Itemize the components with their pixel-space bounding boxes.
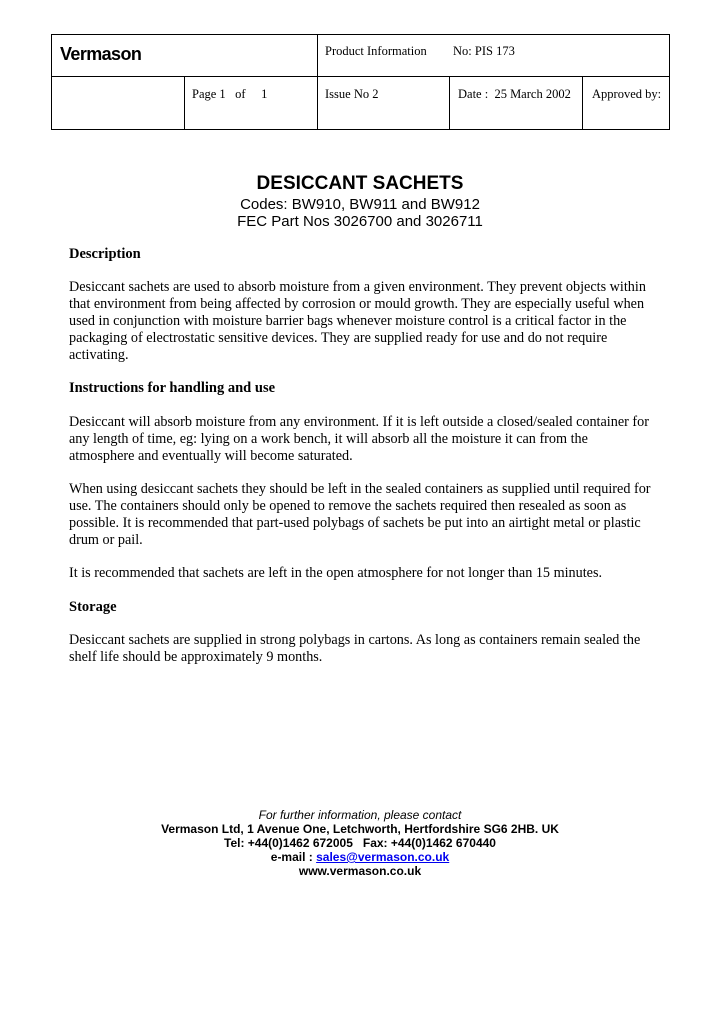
page-total: 1: [261, 87, 268, 101]
instructions-paragraph-3: It is recommended that sachets are left in the open atmosphere for not longer than 15 minutes.: [69, 565, 603, 581]
description-text: Desiccant sachets are used to absorb moisture from a given environment. They prevent objects within that environment from being affected by corrosion or mould growth. They are especially useful when used in conjunction with moisture barrier bags whenever moisture control is a critical factor in the packaging of electrostatic sensitive devices. They are supplied ready for use and do not require activating.: [69, 279, 646, 363]
product-codes: Codes: BW910, BW911 and BW912: [240, 196, 480, 213]
vermason-logo: Vermason: [60, 44, 142, 64]
header-col-divider-2: [184, 76, 185, 129]
email-line: [0, 850, 720, 864]
website-link[interactable]: www.vermason.co.uk: [298, 864, 422, 878]
description-heading: Description: [69, 246, 141, 262]
header-table: [51, 34, 670, 130]
storage-heading: Storage: [69, 599, 117, 615]
title-block: [0, 172, 720, 230]
header-col-divider-4: [582, 76, 583, 129]
approved-by: Approved by:: [592, 87, 662, 101]
fec-part-numbers: FEC Part Nos 3026700 and 3026711: [237, 213, 483, 230]
page-label: Page 1: [192, 87, 226, 101]
page-title: DESICCANT SACHETS: [256, 173, 464, 194]
email-link[interactable]: sales@vermason.co.uk: [316, 850, 450, 864]
header-row-divider: [52, 76, 669, 77]
page-of: of: [235, 87, 246, 101]
email-label: e-mail :: [270, 850, 317, 864]
header-col-divider-3: [449, 76, 450, 129]
document-number: No: PIS 173: [453, 44, 515, 58]
company-address: Vermason Ltd, 1 Avenue One, Letchworth, Hertfordshire SG6 2HB. UK: [161, 822, 559, 836]
issue-date: Date : 25 March 2002: [458, 87, 571, 101]
instructions-paragraph-2: When using desiccant sachets they should be left in the sealed containers as supplied until required for use. The containers should only be opened to remove the sachets required then resealed as soon as possible. It is recommended that part-used polybags of sachets be put into an airtight metal or plastic drum or pail.: [69, 481, 651, 548]
instructions-heading: Instructions for handling and use: [69, 380, 276, 396]
footer-contact: [0, 808, 720, 878]
issue-number: Issue No 2: [325, 87, 379, 101]
phone-fax: Tel: +44(0)1462 672005 Fax: +44(0)1462 670440: [224, 836, 496, 850]
page-indicator: [192, 87, 267, 102]
header-col-divider-1: [317, 35, 318, 129]
product-information-label: Product Information: [325, 44, 427, 58]
storage-text: Desiccant sachets are supplied in strong polybags in cartons. As long as containers remain sealed the shelf life should be approximately 9 months.: [69, 632, 641, 665]
instructions-paragraph-1: Desiccant will absorb moisture from any environment. If it is left outside a closed/sealed container for any length of time, eg: lying on a work bench, it will absorb all the moisture it can from the atmosphere and eventually will become saturated.: [69, 414, 649, 464]
contact-intro: For further information, please contact: [258, 808, 462, 822]
